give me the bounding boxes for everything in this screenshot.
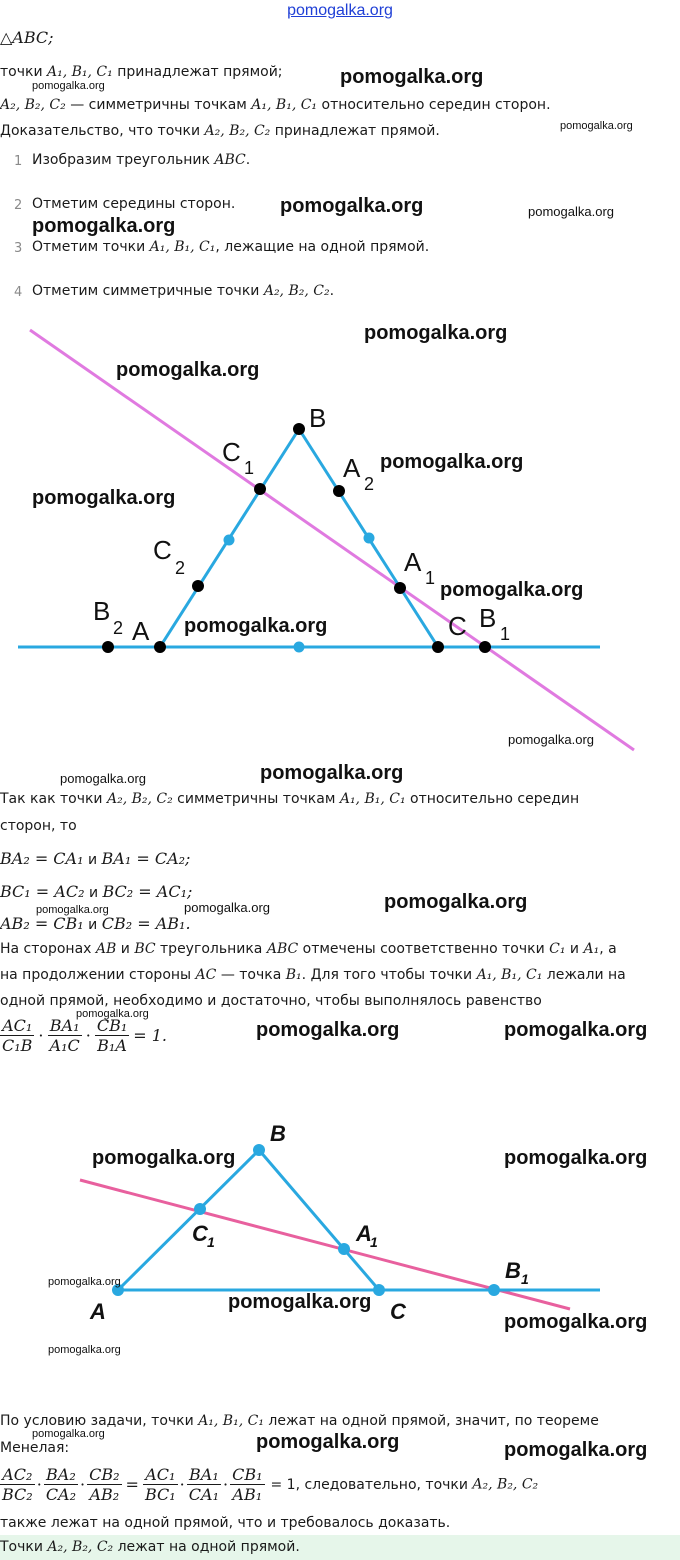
- step-4-number: 4: [14, 285, 23, 300]
- result-f6-num: CB₁: [232, 1465, 263, 1484]
- answer-text: Точки: [0, 1539, 48, 1555]
- result-f4-den: BC₁: [144, 1485, 176, 1504]
- given-line-1: [0, 64, 283, 80]
- fig1-midpoint-ab: [224, 535, 235, 546]
- step-3-math: A₁, B₁, C₁: [149, 239, 216, 255]
- fig1-label-b1: B: [479, 603, 497, 633]
- result-f4-num: AC₁: [143, 1465, 178, 1485]
- watermark: pomogalka.org: [504, 1311, 648, 1333]
- proof-eq-3-a: AB₂ = CB₁: [0, 914, 84, 933]
- fig1-label-b1-sub: 1: [500, 624, 511, 644]
- proof-line-1-math-b: A₁, B₁, C₁: [339, 791, 406, 807]
- proof-para-1-math-1: AB: [95, 941, 117, 957]
- given-line-2-end: относительно середин сторон.: [317, 97, 551, 113]
- fig1-line-a1b1c1: [30, 330, 634, 750]
- menelaus-f2-den: A₁C: [49, 1036, 80, 1055]
- step-1: [32, 152, 250, 168]
- step-4-end: .: [329, 283, 335, 299]
- step-3-number: 3: [14, 241, 23, 256]
- proof-para-1-text-e: и: [565, 941, 584, 957]
- watermark: pomogalka.org: [60, 771, 146, 786]
- proof-para-2-text-d: лежали на: [542, 967, 626, 983]
- watermark: pomogalka.org: [528, 204, 614, 219]
- watermark: pomogalka.org: [184, 900, 270, 915]
- fig1-point-b1: [479, 641, 491, 653]
- step-1-math: ABC: [214, 152, 246, 168]
- proof-para-1-text-a: На сторонах: [0, 941, 96, 957]
- fig1-point-c2: [192, 580, 204, 592]
- result-f6-den: AB₁: [232, 1485, 263, 1504]
- given-line-2: [0, 97, 551, 113]
- menelaus-f2-num: BA₁: [48, 1016, 82, 1036]
- menelaus-result-formula: [0, 1465, 538, 1504]
- watermark-top-link[interactable]: pomogalka.org: [287, 2, 393, 19]
- proof-eq-1-b: BA₁ = CA₂;: [101, 849, 191, 868]
- given-line-3-end: принадлежат прямой.: [270, 123, 440, 139]
- watermark: pomogalka.org: [380, 451, 524, 473]
- result-dot-1: ·: [36, 1475, 42, 1494]
- result-f1-den: BC₂: [2, 1485, 33, 1504]
- fig1-point-a2: [333, 485, 345, 497]
- fig2-label-c1-sub: 1: [207, 1234, 215, 1250]
- watermark: pomogalka.org: [256, 1019, 400, 1041]
- fig2-point-c1: [194, 1203, 206, 1215]
- fig2-side-ab: [118, 1150, 259, 1290]
- answer-end: лежат на одной прямой.: [113, 1539, 300, 1555]
- conclusion-line-1-text: По условию задачи, точки: [0, 1413, 199, 1429]
- proof-eq-1-a: BA₂ = CA₁: [0, 849, 84, 868]
- proof-para-line-3: одной прямой, необходимо и достаточно, чтобы выполнялось равенство: [0, 993, 542, 1009]
- step-2: [32, 196, 235, 212]
- proof-eq-3: [0, 914, 191, 933]
- proof-para-1-math-2: BC: [134, 941, 156, 957]
- fig2-point-a1: [338, 1243, 350, 1255]
- proof-line-1-end: относительно середин: [405, 791, 580, 807]
- answer-box: [0, 1535, 680, 1560]
- result-frac-1: [0, 1465, 35, 1504]
- watermark: pomogalka.org: [440, 579, 584, 601]
- result-frac-4: [143, 1465, 178, 1504]
- conclusion-line-1: [0, 1413, 599, 1429]
- fig1-label-a2-sub: 2: [364, 474, 375, 494]
- conclusion-line-2: Менелая:: [0, 1440, 70, 1456]
- watermark: pomogalka.org: [280, 195, 424, 217]
- given-line-2-mid: — симметричны точкам: [65, 97, 252, 113]
- result-f3-num: CB₂: [89, 1465, 120, 1484]
- given-line-2-math-b: A₁, B₁, C₁: [251, 97, 318, 113]
- proof-eq-2-b: BC₂ = AC₁;: [102, 882, 193, 901]
- step-1-text: Изобразим треугольник: [32, 152, 215, 168]
- result-tail-text: = 1, следовательно, точки: [270, 1476, 473, 1493]
- proof-para-1-math-4: C₁: [549, 941, 566, 957]
- answer-math: A₂, B₂, C₂: [47, 1539, 114, 1555]
- proof-para-1-text-d: отмечены соответственно точки: [298, 941, 550, 957]
- given-line-1-math: A₁, B₁, C₁: [47, 64, 113, 80]
- proof-para-2-text-b: — точка: [216, 967, 286, 983]
- result-dot-3: ·: [179, 1475, 185, 1494]
- result-f5-num: BA₁: [187, 1465, 221, 1485]
- fig1-label-a: A: [132, 616, 150, 646]
- watermark: pomogalka.org: [260, 762, 404, 784]
- figure-1-diagram: [0, 320, 680, 760]
- watermark: pomogalka.org: [48, 1344, 121, 1356]
- proof-line-1-text: Так как точки: [0, 791, 107, 807]
- fig1-label-c2-sub: 2: [175, 558, 186, 578]
- step-3-text: Отметим точки: [32, 239, 150, 255]
- step-4: [32, 283, 334, 299]
- fig2-label-a: A: [90, 1299, 106, 1324]
- proof-para-2-text-a: на продолжении стороны: [0, 967, 196, 983]
- given-line-3-math: A₂, B₂, C₂: [204, 123, 271, 139]
- watermark: pomogalka.org: [340, 66, 484, 88]
- watermark: pomogalka.org: [76, 1008, 149, 1020]
- result-dot-2: ·: [80, 1475, 86, 1494]
- proof-line-2: сторон, то: [0, 818, 77, 834]
- menelaus-fraction-3: [95, 1016, 129, 1055]
- watermark: pomogalka.org: [504, 1147, 648, 1169]
- result-f1-num: AC₂: [0, 1465, 35, 1485]
- given-line-3-text: Доказательство, что точки: [0, 123, 205, 139]
- result-dot-4: ·: [222, 1475, 229, 1494]
- step-1-number: 1: [14, 154, 23, 169]
- proof-para-2-text-c: . Для того чтобы точки: [301, 967, 477, 983]
- fig1-midpoint-bc: [364, 533, 375, 544]
- fig1-midpoint-ac: [294, 642, 305, 653]
- fig1-label-c1-sub: 1: [244, 458, 255, 478]
- step-4-text: Отметим симметричные точки: [32, 283, 264, 299]
- menelaus-fraction-2: [48, 1016, 82, 1055]
- proof-para-line-2: [0, 967, 626, 983]
- fig2-side-bc: [259, 1150, 379, 1290]
- watermark: pomogalka.org: [48, 1276, 121, 1288]
- fig1-point-c: [432, 641, 444, 653]
- watermark: pomogalka.org: [508, 732, 594, 747]
- proof-line-1-mid: симметричны точкам: [172, 791, 340, 807]
- fig2-label-c1: C: [192, 1221, 208, 1246]
- fig1-label-a1-sub: 1: [425, 568, 436, 588]
- fig2-label-b1-sub: 1: [521, 1271, 529, 1287]
- fig1-point-c1: [254, 483, 266, 495]
- conclusion-line-1-end: лежат на одной прямой, значит, по теореме: [263, 1413, 599, 1429]
- fig2-label-c: C: [390, 1299, 406, 1324]
- proof-para-1-math-5: A₁: [583, 941, 600, 957]
- result-frac-5: [187, 1465, 221, 1504]
- fig1-point-a1: [394, 582, 406, 594]
- menelaus-dot-2: ·: [85, 1026, 91, 1045]
- proof-eq-1: [0, 849, 190, 868]
- fig2-label-a1: A: [356, 1221, 372, 1246]
- watermark: pomogalka.org: [256, 1431, 400, 1453]
- proof-line-1-math-a: A₂, B₂, C₂: [106, 791, 173, 807]
- result-frac-2: [44, 1465, 78, 1504]
- fig1-label-c2: C: [153, 535, 172, 565]
- fig1-label-a1: A: [404, 547, 422, 577]
- proof-para-2-math-2: B₁: [285, 967, 302, 983]
- fig1-point-a: [154, 641, 166, 653]
- fig1-point-b2: [102, 641, 114, 653]
- given-line-1-end: принадлежат прямой;: [112, 64, 283, 80]
- proof-para-2-math-1: AC: [195, 967, 217, 983]
- menelaus-f3-den: B₁A: [97, 1036, 127, 1055]
- result-frac-6: [230, 1465, 264, 1504]
- given-line-3: [0, 123, 440, 139]
- given-line-1-text: точки: [0, 64, 47, 80]
- watermark: pomogalka.org: [364, 322, 508, 344]
- conclusion-line-1-math: A₁, B₁, C₁: [198, 1413, 264, 1429]
- step-3: [32, 239, 429, 255]
- step-2-text: Отметим середины сторон.: [32, 196, 236, 212]
- fig1-label-b: B: [309, 403, 327, 433]
- watermark: pomogalka.org: [36, 904, 109, 916]
- result-f5-den: CA₁: [188, 1485, 219, 1504]
- fig2-point-b1: [488, 1284, 500, 1296]
- menelaus-f1-den: C₁B: [2, 1036, 33, 1055]
- watermark: pomogalka.org: [384, 891, 528, 913]
- proof-para-1-text-c: треугольника: [155, 941, 267, 957]
- menelaus-dot-1: ·: [38, 1026, 44, 1045]
- menelaus-equals-one: = 1.: [133, 1026, 168, 1045]
- result-f2-den: CA₂: [45, 1485, 77, 1504]
- proof-eq-3-b: CB₂ = AB₁.: [101, 914, 191, 933]
- step-3-end: , лежащие на одной прямой.: [215, 239, 430, 255]
- proof-eq-2-and: и: [84, 885, 103, 901]
- watermark: pomogalka.org: [32, 487, 176, 509]
- conclusion-line-4: также лежат на одной прямой, что и требовалось доказать.: [0, 1515, 451, 1531]
- result-f2-num: BA₂: [44, 1465, 78, 1485]
- menelaus-fraction-1: [0, 1016, 34, 1055]
- watermark: pomogalka.org: [32, 1428, 105, 1440]
- fig1-label-b2-sub: 2: [113, 618, 124, 638]
- watermark: pomogalka.org: [228, 1291, 372, 1313]
- fig1-label-c1: C: [222, 437, 241, 467]
- menelaus-f3-num: CB₁: [96, 1016, 128, 1035]
- menelaus-f1-num: AC₁: [0, 1016, 34, 1036]
- watermark: pomogalka.org: [92, 1147, 236, 1169]
- menelaus-formula: [0, 1016, 171, 1055]
- fig2-label-b: B: [270, 1121, 286, 1146]
- step-1-end: .: [245, 152, 251, 168]
- proof-eq-2-a: BC₁ = AC₂: [0, 882, 85, 901]
- proof-eq-3-and: и: [83, 917, 102, 933]
- proof-line-1: [0, 791, 579, 807]
- result-equals: =: [125, 1475, 139, 1494]
- watermark: pomogalka.org: [116, 359, 260, 381]
- proof-para-1-text-b: и: [116, 941, 135, 957]
- proof-para-1-math-3: ABC: [266, 941, 299, 957]
- watermark: pomogalka.org: [32, 215, 176, 237]
- fig1-label-c: C: [448, 611, 467, 641]
- watermark: pomogalka.org: [504, 1019, 648, 1041]
- proof-para-2-math-3: A₁, B₁, C₁: [476, 967, 543, 983]
- watermark: pomogalka.org: [560, 120, 633, 132]
- given-line-2-math-a: A₂, B₂, C₂: [0, 97, 66, 113]
- proof-eq-1-and: и: [83, 852, 102, 868]
- proof-para-line-1: [0, 941, 617, 957]
- watermark: pomogalka.org: [184, 615, 328, 637]
- fig2-point-b: [253, 1144, 265, 1156]
- fig1-label-a2: A: [343, 453, 361, 483]
- result-f3-den: AB₂: [89, 1485, 120, 1504]
- given-triangle: △ABC;: [0, 28, 54, 47]
- result-frac-3: [87, 1465, 121, 1504]
- fig1-label-b2: B: [93, 596, 111, 626]
- proof-eq-2: [0, 882, 192, 901]
- fig2-label-a1-sub: 1: [370, 1234, 378, 1250]
- step-2-number: 2: [14, 198, 23, 213]
- watermark: pomogalka.org: [32, 80, 105, 92]
- fig2-point-c: [373, 1284, 385, 1296]
- proof-para-1-text-f: , а: [599, 941, 617, 957]
- result-tail-math: A₂, B₂, C₂: [472, 1476, 539, 1493]
- fig2-label-b1: B: [505, 1258, 521, 1283]
- fig1-point-b: [293, 423, 305, 435]
- watermark: pomogalka.org: [504, 1439, 648, 1461]
- step-4-math: A₂, B₂, C₂: [263, 283, 330, 299]
